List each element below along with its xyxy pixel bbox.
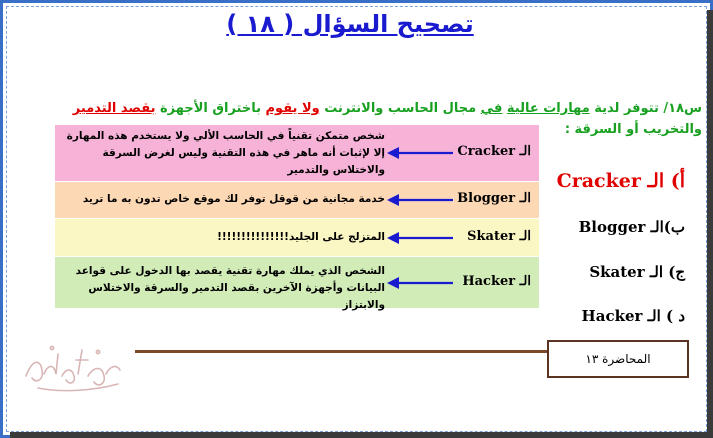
table-row-skater	[55, 219, 539, 256]
term-blogger: الـ Blogger	[457, 191, 531, 206]
option-c-skater: ج) الـ Skater	[589, 263, 685, 281]
arrow-left-icon	[387, 146, 455, 160]
option-b-blogger: ب)الـ Blogger	[578, 218, 685, 236]
question-does-not: ولا يقوم	[265, 101, 320, 116]
signature-watermark-icon	[18, 330, 130, 400]
question-suffix: والتخريب أو السرقة :	[564, 122, 702, 137]
definition-hacker: الشخص الذي يملك مهارة تقنية يقصد بها الدخول على قواعد البيانات وأجهزة الآخرين بقصد التدمير والسرقة والاختلاس والابتزاز	[75, 265, 385, 311]
term-hacker: الـ Hacker	[462, 274, 531, 289]
option-d-hacker: د ) الـ Hacker	[581, 307, 685, 325]
table-row-blogger	[55, 182, 539, 218]
term-skater: الـ Skater	[467, 229, 531, 244]
question-prefix: س١٨/ تتوفر لدية	[589, 101, 702, 116]
question-in: في	[480, 101, 503, 116]
table-row-cracker	[55, 125, 539, 181]
arrow-left-icon	[387, 231, 455, 245]
term-cracker: الـ Cracker	[457, 144, 531, 159]
slide-title: تصحيح السؤال ( ١٨ )	[226, 10, 474, 38]
arrow-left-icon	[387, 276, 455, 290]
frame-shadow-right	[707, 10, 713, 438]
table-row-hacker	[55, 257, 539, 311]
definition-cracker: شخص متمكن تقنياً في الحاسب الألي ولا يستخدم هذه المهارة إلا لإثبات أنه ماهر في هذه التقنية وليس لغرض السرقة والاختلاس والتدمير	[66, 130, 385, 176]
question-hack-devices: باختراق الأجهزة	[155, 101, 266, 116]
option-a-cracker: أ) الـ Cracker	[556, 170, 685, 192]
definition-blogger: خدمة مجانية من قوقل توفر لك موقع خاص تدون به ما تريد	[82, 193, 385, 205]
footer-divider	[135, 350, 547, 353]
definition-skater: المتزلج على الجليد!!!!!!!!!!!!!!!	[217, 231, 385, 243]
question-skills: مهارات عالية	[506, 101, 590, 116]
arrow-left-icon	[387, 193, 455, 207]
question-destruction: بقصد التدمير	[72, 101, 156, 116]
question-field: مجال الحاسب والانترنت	[319, 101, 481, 116]
frame-shadow-bottom	[10, 432, 713, 438]
lecture-label: المحاضرة ١٣	[547, 340, 689, 378]
